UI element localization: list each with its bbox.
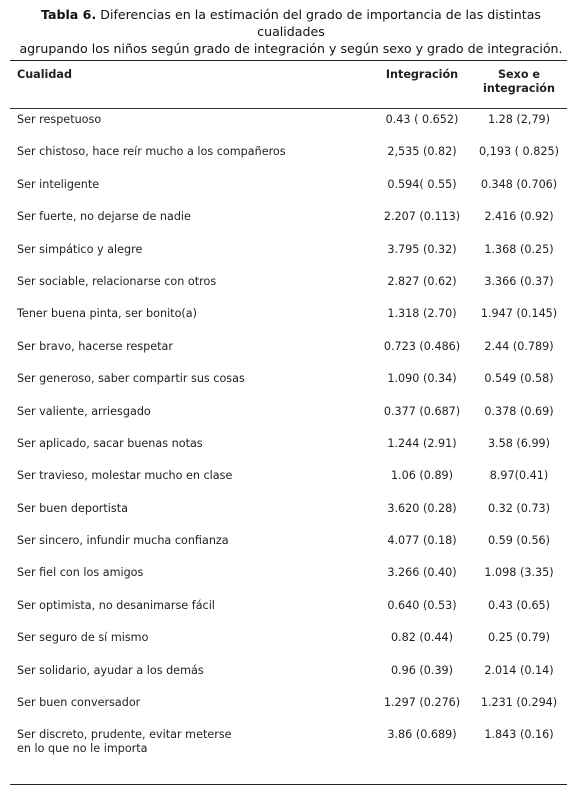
cell-sexo-integracion: 1.28 (2,79) — [487, 113, 551, 126]
header-sexo-integracion — [476, 68, 562, 96]
cualidad-text: Ser chistoso, hace reír mucho a los compañeros — [17, 145, 286, 159]
cualidad-text: Ser travieso, molestar mucho en clase — [17, 469, 233, 483]
table-row — [0, 273, 580, 305]
table-row — [0, 694, 580, 726]
bottom-rule — [10, 784, 567, 785]
cualidad-text: Ser valiente, arriesgado — [17, 404, 151, 418]
cell-sexo-integracion: 0.549 (0.58) — [484, 372, 554, 386]
cell-integracion: 3.795 (0.32) — [387, 242, 457, 256]
cell-sexo-integracion: 0.32 (0.73) — [487, 501, 551, 515]
top-rule — [10, 60, 567, 61]
cell-sexo-integracion: 0.59 (0.56) — [487, 534, 551, 548]
cell-sexo-integracion: 1.947 (0.145) — [480, 307, 558, 321]
cell-sexo-integracion: 8.97(0.41) — [489, 469, 549, 483]
cualidad-text-line2: en lo que no le importa — [17, 742, 148, 756]
cell-cualidad — [17, 664, 347, 678]
cell-cualidad — [17, 243, 347, 257]
table-body — [0, 111, 580, 759]
cell-sexo-integracion: 1.098 (3.35) — [484, 566, 554, 580]
cualidad-text: Ser respetuoso — [17, 113, 102, 126]
table-row — [0, 629, 580, 661]
cell-integracion: 1.090 (0.34) — [387, 372, 457, 386]
cell-integracion: 1.244 (2.91) — [387, 436, 457, 450]
cell-cualidad — [17, 178, 347, 192]
caption-text-1: Diferencias en la estimación del grado de importancia de las distintas cualidades — [100, 7, 541, 39]
table-row — [0, 662, 580, 694]
cell-integracion: 0.377 (0.687) — [383, 404, 461, 418]
caption-line-1 — [8, 6, 574, 40]
cell-cualidad — [17, 340, 347, 354]
cell-cualidad — [17, 469, 347, 483]
cell-sexo-integracion: 0.43 (0.65) — [487, 598, 551, 612]
cualidad-text: Ser buen conversador — [17, 696, 141, 710]
table-row — [0, 403, 580, 435]
cell-integracion: 3.266 (0.40) — [387, 566, 457, 580]
cualidad-text: Ser aplicado, sacar buenas notas — [17, 436, 203, 450]
cell-cualidad — [17, 405, 347, 419]
cell-cualidad — [17, 372, 347, 386]
table-row — [0, 500, 580, 532]
table-row — [0, 208, 580, 240]
cell-cualidad — [17, 437, 347, 451]
cell-integracion: 3.620 (0.28) — [387, 501, 457, 515]
cell-cualidad — [17, 599, 347, 613]
cualidad-text: Ser discreto, prudente, evitar meterse — [17, 728, 232, 742]
cell-cualidad — [17, 275, 347, 289]
cell-sexo-integracion: 0.25 (0.79) — [487, 631, 551, 645]
cell-integracion: 0.723 (0.486) — [383, 339, 461, 353]
cualidad-text: Ser bravo, hacerse respetar — [17, 339, 174, 353]
cell-sexo-integracion: 1.231 (0.294) — [480, 696, 558, 710]
cell-cualidad — [17, 145, 347, 159]
cell-integracion: 0.82 (0.44) — [390, 631, 454, 645]
cell-sexo-integracion: 2.44 (0.789) — [484, 339, 554, 353]
caption-label: Tabla 6. — [41, 7, 97, 22]
cell-cualidad — [17, 566, 347, 580]
header-integracion: Integración — [385, 68, 459, 81]
table-row — [0, 143, 580, 175]
cell-integracion: 4.077 (0.18) — [387, 534, 457, 548]
table-row — [0, 305, 580, 337]
table-row — [0, 467, 580, 499]
header-sexo-line1: Sexo e — [497, 68, 541, 81]
header-sexo-line2: integración — [483, 82, 555, 95]
table-row — [0, 370, 580, 402]
cualidad-text: Ser fiel con los amigos — [17, 566, 144, 580]
cualidad-text: Ser fuerte, no dejarse de nadie — [17, 210, 191, 224]
cell-integracion: 0.43 ( 0.652) — [385, 113, 459, 126]
cell-integracion: 1.297 (0.276) — [383, 696, 461, 710]
cell-integracion: 0.96 (0.39) — [390, 663, 454, 677]
cualidad-text: Ser simpático y alegre — [17, 242, 143, 256]
cell-sexo-integracion: 0.378 (0.69) — [484, 404, 554, 418]
table-row — [0, 241, 580, 273]
cell-integracion: 2,535 (0.82) — [387, 145, 457, 159]
cualidad-text: Ser buen deportista — [17, 501, 128, 515]
cell-cualidad — [17, 502, 347, 516]
cualidad-text: Ser optimista, no desanimarse fácil — [17, 598, 215, 612]
cell-cualidad — [17, 534, 347, 548]
cualidad-text: Ser generoso, saber compartir sus cosas — [17, 372, 245, 386]
cualidad-text: Ser sociable, relacionarse con otros — [17, 274, 217, 288]
cell-integracion: 3.86 (0.689) — [387, 728, 457, 742]
table-row — [0, 597, 580, 629]
cell-cualidad — [17, 631, 347, 645]
table-row — [0, 532, 580, 564]
cell-cualidad — [17, 307, 347, 321]
cell-integracion: 1.318 (2.70) — [387, 307, 457, 321]
cualidad-text: Ser solidario, ayudar a los demás — [17, 663, 204, 677]
cell-sexo-integracion: 2.014 (0.14) — [484, 663, 554, 677]
table-row — [0, 564, 580, 596]
cell-integracion: 2.827 (0.62) — [387, 274, 457, 288]
table-caption — [8, 6, 574, 57]
cell-cualidad — [17, 210, 347, 224]
cell-sexo-integracion: 0.348 (0.706) — [480, 177, 558, 191]
cell-integracion: 1.06 (0.89) — [390, 469, 454, 483]
cell-cualidad — [17, 728, 347, 756]
cell-sexo-integracion: 3.58 (6.99) — [487, 436, 551, 450]
cell-integracion: 0.594( 0.55) — [387, 177, 457, 191]
table-row — [0, 726, 580, 758]
header-cualidad: Cualidad — [17, 68, 72, 81]
cell-sexo-integracion: 1.843 (0.16) — [484, 728, 554, 742]
caption-line-2: agrupando los niños según grado de integración y según sexo y grado de integración. — [19, 41, 563, 56]
cualidad-text: Ser sincero, infundir mucha confianza — [17, 534, 229, 548]
cell-sexo-integracion: 2.416 (0.92) — [484, 210, 554, 224]
table-row — [0, 338, 580, 370]
cell-cualidad — [17, 113, 347, 127]
table-row — [0, 435, 580, 467]
cell-sexo-integracion: 1.368 (0.25) — [484, 242, 554, 256]
cell-integracion: 0.640 (0.53) — [387, 598, 457, 612]
cualidad-text: Tener buena pinta, ser bonito(a) — [17, 307, 198, 321]
cell-sexo-integracion: 3.366 (0.37) — [484, 274, 554, 288]
cualidad-text: Ser seguro de sí mismo — [17, 631, 149, 645]
table-row — [0, 111, 580, 143]
table-row — [0, 176, 580, 208]
cell-integracion: 2.207 (0.113) — [383, 210, 461, 224]
cell-cualidad — [17, 696, 347, 710]
header-rule — [10, 108, 567, 109]
cell-sexo-integracion: 0,193 ( 0.825) — [479, 145, 559, 159]
cualidad-text: Ser inteligente — [17, 177, 100, 191]
